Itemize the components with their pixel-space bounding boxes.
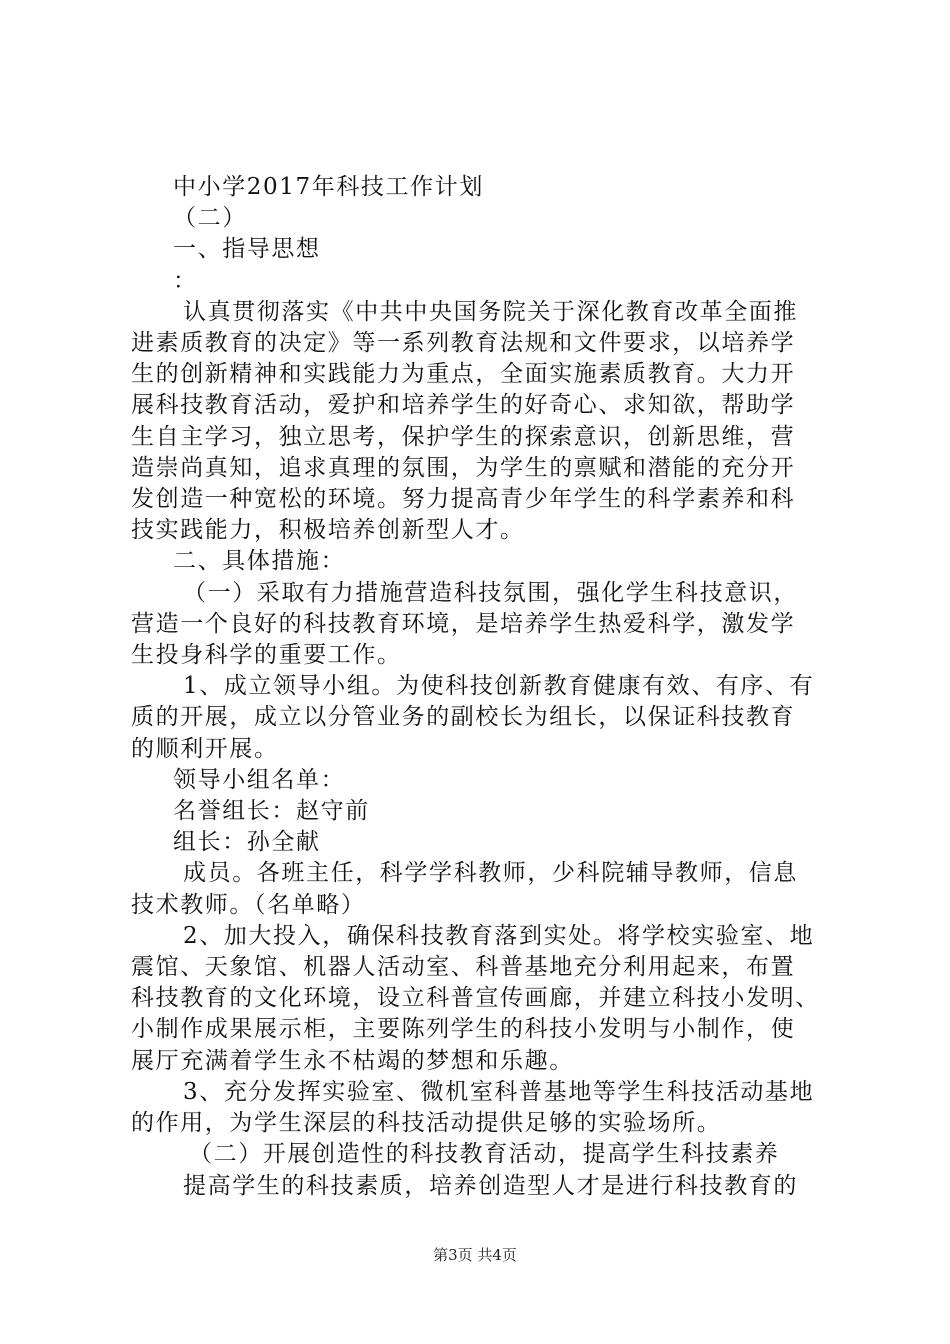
paragraph-line: 进素质教育的决定》等一系列教育法规和文件要求，以培养学 bbox=[131, 330, 796, 357]
paragraph-line: 1、成立领导小组。为使科技创新教育健康有效、有序、有 bbox=[183, 673, 815, 700]
document-body bbox=[131, 172, 831, 1202]
page-number-label: 第3页 共4页 bbox=[433, 1246, 517, 1264]
paragraph-line: 营造一个良好的科技教育环境，是培养学生热爱科学，激发学 bbox=[131, 610, 796, 637]
paragraph-line: （一）采取有力措施营造科技氛围，强化学生科技意识， bbox=[183, 579, 798, 606]
paragraph-line: 造崇尚真知，追求真理的氛围，为学生的禀赋和潜能的充分开 bbox=[131, 454, 796, 481]
paragraph-line: 的顺利开展。 bbox=[131, 735, 279, 762]
document-title: 中小学2017年科技工作计划 bbox=[173, 174, 484, 200]
paragraph-line: 组长：孙全献 bbox=[173, 829, 321, 856]
paragraph-line: 领导小组名单： bbox=[173, 766, 346, 793]
section-heading-guiding-thought: 一、指导思想 bbox=[173, 236, 321, 263]
text-line: ： bbox=[173, 267, 198, 294]
paragraph-line: 技术教师。（名单略） bbox=[131, 891, 366, 918]
paragraph-line: 名誉组长：赵守前 bbox=[173, 798, 370, 825]
paragraph-line: 小制作成果展示柜，主要陈列学生的科技小发明与小制作，使 bbox=[131, 1016, 796, 1043]
section-heading-measures: 二、具体措施： bbox=[173, 548, 346, 575]
paragraph-line: 震馆、天象馆、机器人活动室、科普基地充分利用起来，布置 bbox=[131, 954, 796, 981]
paragraph-line: 2、加大投入，确保科技教育落到实处。将学校实验室、地 bbox=[183, 922, 815, 949]
paragraph-line: 生投身科学的重要工作。 bbox=[131, 642, 402, 669]
paragraph-line: 技实践能力，积极培养创新型人才。 bbox=[131, 517, 525, 544]
paragraph-line: 的作用，为学生深层的科技活动提供足够的实验场所。 bbox=[131, 1110, 722, 1137]
paragraph-line: 发创造一种宽松的环境。努力提高青少年学生的科学素养和科 bbox=[131, 486, 796, 513]
paragraph-line: （二）开展创造性的科技教育活动，提高学生科技素养 bbox=[189, 1141, 780, 1168]
document-subtitle: （二） bbox=[173, 205, 247, 232]
paragraph-line: 质的开展，成立以分管业务的副校长为组长，以保证科技教育 bbox=[131, 704, 796, 731]
paragraph-line: 认真贯彻落实《中共中央国务院关于深化教育改革全面推 bbox=[183, 298, 798, 325]
paragraph-line: 科技教育的文化环境，设立科普宣传画廊，并建立科技小发明、 bbox=[131, 985, 820, 1012]
paragraph-line: 展厅充满着学生永不枯竭的梦想和乐趣。 bbox=[131, 1047, 574, 1074]
page-footer bbox=[0, 1244, 950, 1265]
paragraph-line: 生的创新精神和实践能力为重点，全面实施素质教育。大力开 bbox=[131, 361, 796, 388]
paragraph-line: 3、充分发挥实验室、微机室科普基地等学生科技活动基地 bbox=[183, 1078, 815, 1105]
paragraph-line: 提高学生的科技素质，培养创造型人才是进行科技教育的 bbox=[183, 1172, 798, 1199]
paragraph-line: 生自主学习，独立思考，保护学生的探索意识，创新思维，营 bbox=[131, 423, 796, 450]
paragraph-line: 展科技教育活动，爱护和培养学生的好奇心、求知欲，帮助学 bbox=[131, 392, 796, 419]
paragraph-line: 成员。各班主任，科学学科教师，少科院辅导教师，信息 bbox=[183, 860, 798, 887]
